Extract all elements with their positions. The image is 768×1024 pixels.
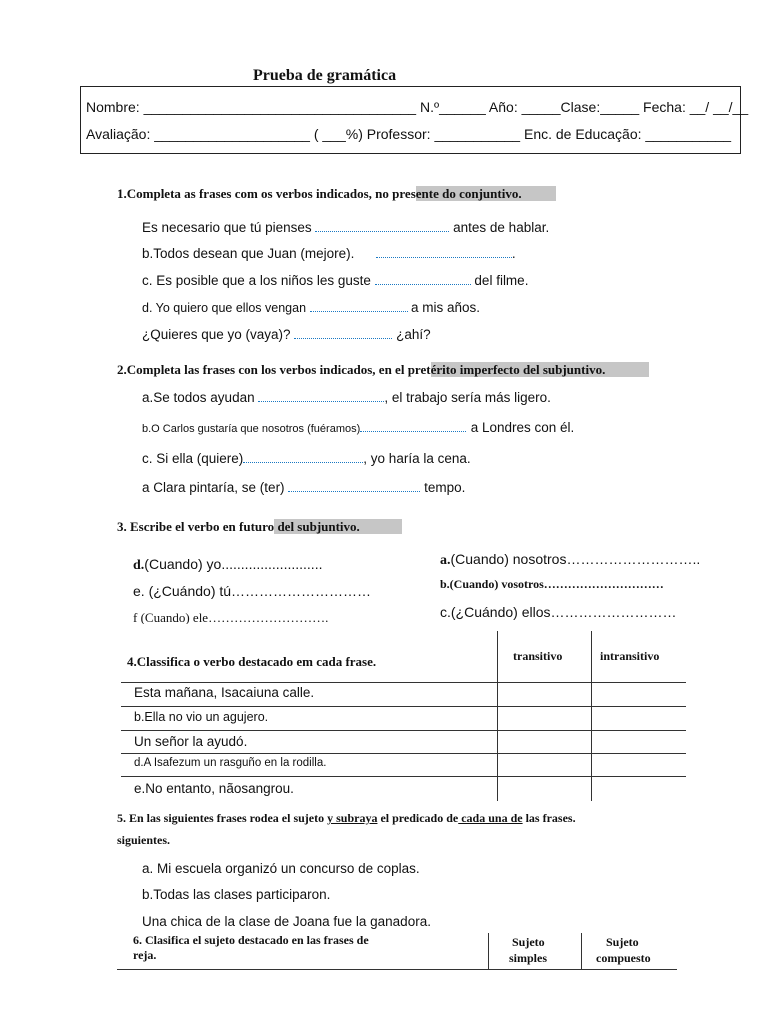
q2-item-d — [142, 479, 465, 495]
q1-item-d-blank[interactable] — [310, 299, 408, 312]
q4-table-hline-4 — [121, 753, 686, 754]
table-row: d.A Isafezum un rasguño en la rodilla. — [134, 757, 327, 769]
table-row: b.Ella no vio un agujero. — [134, 710, 269, 724]
q4-col-intransitivo: intransitivo — [600, 649, 660, 663]
q2-item-a — [142, 389, 551, 405]
q6-table-vline-1 — [488, 933, 489, 969]
q1-item-b-blank[interactable] — [376, 245, 512, 258]
q4-table-hline-3 — [121, 730, 686, 731]
q2-item-b — [142, 419, 574, 437]
question-6-title-line-2: reja. — [133, 948, 157, 962]
student-info-box — [80, 86, 741, 154]
q1-item-e-text: ¿Quieres que yo (vaya)? — [142, 327, 291, 342]
question-1-title — [117, 186, 556, 202]
q4-col-transitivo: transitivo — [513, 649, 563, 663]
q2-item-b-end: a Londres con él. — [470, 420, 575, 435]
q1-item-a — [142, 219, 549, 235]
question-5-title — [117, 811, 576, 826]
question-5-title-part-3: el predicado de — [377, 811, 459, 825]
q2-item-a-text: a.Se todos ayudan — [142, 390, 255, 405]
q3-left-item-1 — [133, 556, 322, 574]
q2-item-c-text: c. Si ella (quiere) — [142, 451, 244, 466]
q6-table-hline — [117, 969, 677, 970]
q3-right-item-1 — [440, 551, 700, 569]
question-3-title-text: 3. Escribe el verbo en futuro — [117, 519, 275, 534]
q4-table-hline-5 — [121, 776, 686, 777]
question-3-title — [117, 519, 402, 535]
question-1-title-highlight: ente do conjuntivo. — [416, 186, 556, 201]
q1-item-e — [142, 326, 431, 342]
question-5-title-part-4: cada una de — [458, 811, 523, 825]
q1-item-d-text: d. Yo quiero que ellos vengan — [142, 301, 307, 315]
q1-item-b — [142, 245, 516, 261]
question-5-title-continued: siguientes. — [117, 833, 171, 847]
table-row: Esta mañana, Isacaiuna calle. — [134, 685, 315, 700]
question-4-title: 4.Classifica o verbo destacado em cada frase. — [127, 654, 377, 669]
q3-right-item-3: c.(¿Cuándo) ellos……………………… — [440, 604, 677, 620]
question-3-title-highlight: del subjuntivo. — [274, 519, 402, 534]
question-5-title-part-1: 5. En las siguientes frases rodea el sujeto — [117, 811, 328, 825]
q2-item-c-blank[interactable] — [243, 450, 363, 463]
question-5-title-part-2: y subraya — [327, 811, 378, 825]
q2-item-c — [142, 450, 471, 466]
q2-item-a-blank[interactable] — [258, 389, 384, 402]
q5-item-c: Una chica de la clase de Joana fue la ganadora. — [142, 914, 431, 929]
question-2-title-text: 2.Completa las frases con los verbos indicados, en el pret — [117, 362, 431, 377]
q1-item-b-text: b.Todos desean que Juan (mejore). — [142, 246, 355, 261]
page-title: Prueba de gramática — [253, 67, 397, 84]
q6-table-vline-2 — [581, 933, 582, 969]
q4-table-hline-2 — [121, 706, 686, 707]
student-info-line-1: Nombre: ___________________________________ N.º______ Año: _____Clase:_____ Fecha: __/ __/__ — [86, 99, 749, 115]
q1-item-c-text: c. Es posible que a los niños les guste — [142, 273, 371, 288]
question-6-title-line-1: 6. Clasifica el sujeto destacado en las frases de — [133, 933, 369, 947]
q3-left-item-1-text: (Cuando) yo.......................... — [144, 556, 323, 572]
q1-item-d — [142, 299, 480, 315]
q1-item-e-end: ¿ahí? — [396, 327, 431, 342]
q2-item-a-end: , el trabajo sería más ligero. — [384, 390, 551, 405]
question-5-title-part-5: las frases. — [522, 811, 576, 825]
q1-item-c-blank[interactable] — [375, 272, 471, 285]
q3-left-item-3: f (Cuando) ele………………………. — [133, 610, 329, 624]
q2-item-d-blank[interactable] — [288, 479, 420, 492]
q3-left-item-2: e. (¿Cuándo) tú………………………… — [133, 583, 372, 599]
q1-item-a-end: antes de hablar. — [453, 220, 550, 235]
q2-item-d-text: a Clara pintaría, se (ter) — [142, 480, 285, 495]
q3-right-item-1-text: (Cuando) nosotros……………………….. — [450, 551, 701, 567]
q1-item-b-end: . — [511, 246, 516, 261]
q2-item-b-blank[interactable] — [360, 419, 466, 432]
q5-item-a: a. Mi escuela organizó un concurso de coplas. — [142, 861, 420, 876]
q2-item-b-text: b.O Carlos gustaría que nosotros (fuéramos) — [142, 423, 361, 435]
q1-item-c — [142, 272, 528, 288]
q3-right-item-1-label: a. — [440, 553, 451, 568]
q1-item-a-blank[interactable] — [315, 219, 449, 232]
student-info-line-2: Avaliação: ____________________ ( ___%) Professor: ___________ Enc. de Educação: ___________ — [86, 126, 732, 142]
question-2-title-highlight: érito imperfecto del subjuntivo. — [431, 362, 650, 377]
q5-item-b: b.Todas las clases participaron. — [142, 887, 331, 902]
q6-col-simples-line-1: Sujeto — [512, 935, 545, 949]
q4-table-hline-1 — [121, 682, 686, 683]
q2-item-c-end: , yo haría la cena. — [363, 451, 471, 466]
q6-col-compuesto-line-2: compuesto — [596, 951, 651, 965]
q3-left-item-1-label: d. — [133, 558, 145, 573]
table-row: Un señor la ayudó. — [134, 734, 248, 749]
q3-right-item-2: b.(Cuando) vosotros………………………… — [440, 577, 664, 591]
q1-item-c-end: del filme. — [474, 273, 529, 288]
q1-item-e-blank[interactable] — [294, 326, 392, 339]
q6-col-compuesto-line-1: Sujeto — [606, 935, 639, 949]
q1-item-d-end: a mis años. — [411, 300, 481, 315]
q2-item-d-end: tempo. — [424, 480, 466, 495]
question-2-title — [117, 362, 649, 378]
table-row: e.No entanto, nãosangrou. — [134, 781, 294, 796]
question-1-title-text: 1.Completa as frases com os verbos indicados, no pres — [117, 186, 416, 201]
q1-item-a-text: Es necesario que tú pienses — [142, 220, 312, 235]
q6-col-simples-line-2: simples — [509, 951, 548, 965]
